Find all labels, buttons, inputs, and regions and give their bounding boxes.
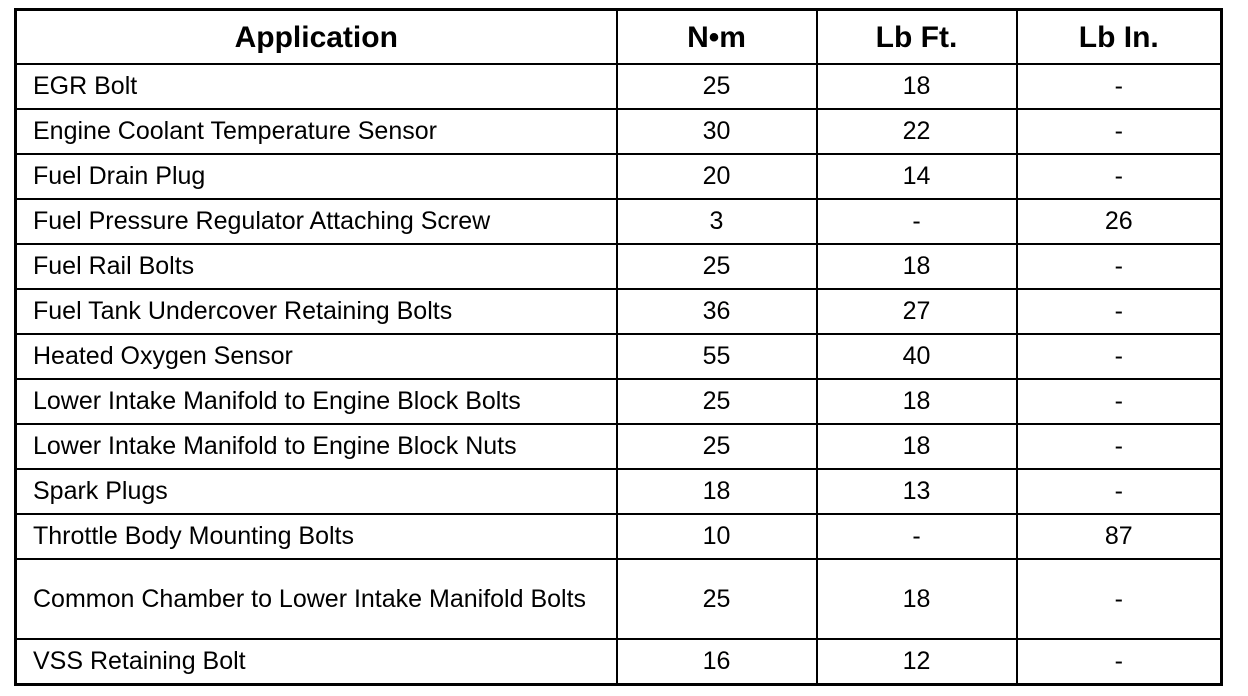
cell-nm: 25: [617, 244, 817, 289]
cell-application: Fuel Rail Bolts: [16, 244, 617, 289]
cell-lb-in: -: [1017, 559, 1222, 639]
cell-nm: 25: [617, 559, 817, 639]
table-row: [16, 424, 1222, 469]
cell-nm: 18: [617, 469, 817, 514]
cell-lb-ft: 27: [817, 289, 1017, 334]
cell-nm: 3: [617, 199, 817, 244]
torque-specifications-table: [14, 8, 1223, 686]
cell-lb-ft: 12: [817, 639, 1017, 685]
cell-lb-in: 87: [1017, 514, 1222, 559]
cell-application: Fuel Drain Plug: [16, 154, 617, 199]
cell-lb-in: -: [1017, 334, 1222, 379]
cell-lb-ft: -: [817, 199, 1017, 244]
cell-lb-ft: 40: [817, 334, 1017, 379]
cell-application: Common Chamber to Lower Intake Manifold Bolts: [16, 559, 617, 639]
cell-nm: 10: [617, 514, 817, 559]
table-row: [16, 64, 1222, 109]
table-row: [16, 639, 1222, 685]
cell-application: Fuel Tank Undercover Retaining Bolts: [16, 289, 617, 334]
cell-lb-in: -: [1017, 424, 1222, 469]
table-row: [16, 244, 1222, 289]
cell-lb-in: -: [1017, 64, 1222, 109]
cell-nm: 25: [617, 424, 817, 469]
cell-nm: 55: [617, 334, 817, 379]
cell-lb-ft: 22: [817, 109, 1017, 154]
cell-lb-in: -: [1017, 289, 1222, 334]
table-body: [16, 64, 1222, 685]
table-row: [16, 154, 1222, 199]
cell-application: Heated Oxygen Sensor: [16, 334, 617, 379]
header-nm: N•m: [617, 10, 817, 65]
table-row: [16, 289, 1222, 334]
cell-lb-ft: -: [817, 514, 1017, 559]
cell-lb-in: -: [1017, 109, 1222, 154]
cell-application: Throttle Body Mounting Bolts: [16, 514, 617, 559]
table-row: [16, 379, 1222, 424]
cell-application: Lower Intake Manifold to Engine Block Bolts: [16, 379, 617, 424]
cell-application: Fuel Pressure Regulator Attaching Screw: [16, 199, 617, 244]
cell-lb-in: -: [1017, 154, 1222, 199]
header-lb-ft: Lb Ft.: [817, 10, 1017, 65]
cell-lb-ft: 18: [817, 64, 1017, 109]
table-row: [16, 469, 1222, 514]
cell-lb-in: 26: [1017, 199, 1222, 244]
cell-lb-in: -: [1017, 639, 1222, 685]
table-row: [16, 199, 1222, 244]
cell-nm: 36: [617, 289, 817, 334]
cell-lb-ft: 14: [817, 154, 1017, 199]
table-header: [16, 10, 1222, 65]
cell-application: VSS Retaining Bolt: [16, 639, 617, 685]
table-row: [16, 514, 1222, 559]
cell-lb-ft: 18: [817, 244, 1017, 289]
header-application: Application: [16, 10, 617, 65]
cell-nm: 25: [617, 379, 817, 424]
cell-lb-ft: 18: [817, 559, 1017, 639]
cell-nm: 25: [617, 64, 817, 109]
cell-nm: 20: [617, 154, 817, 199]
cell-application: EGR Bolt: [16, 64, 617, 109]
header-row: [16, 10, 1222, 65]
table-row: [16, 334, 1222, 379]
header-lb-in: Lb In.: [1017, 10, 1222, 65]
table-row: [16, 109, 1222, 154]
cell-application: Lower Intake Manifold to Engine Block Nuts: [16, 424, 617, 469]
table-row: [16, 559, 1222, 639]
cell-lb-in: -: [1017, 244, 1222, 289]
cell-lb-ft: 18: [817, 424, 1017, 469]
cell-lb-in: -: [1017, 379, 1222, 424]
cell-nm: 16: [617, 639, 817, 685]
cell-nm: 30: [617, 109, 817, 154]
cell-lb-ft: 13: [817, 469, 1017, 514]
cell-application: Engine Coolant Temperature Sensor: [16, 109, 617, 154]
cell-application: Spark Plugs: [16, 469, 617, 514]
cell-lb-in: -: [1017, 469, 1222, 514]
cell-lb-ft: 18: [817, 379, 1017, 424]
